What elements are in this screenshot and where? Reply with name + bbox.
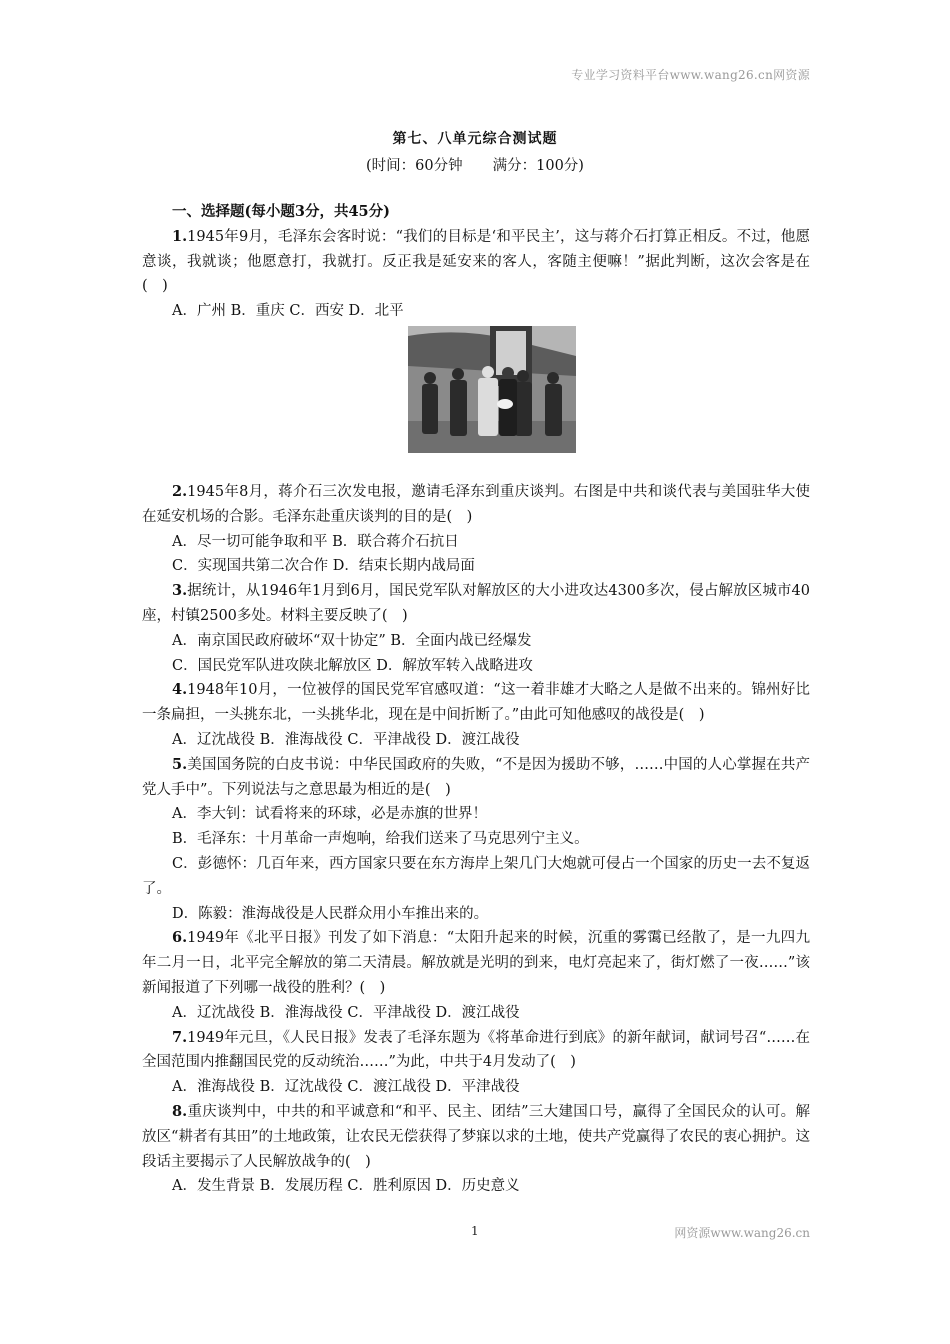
footer-watermark: 网资源www.wang26.cn [674, 1226, 810, 1240]
question-text: 1949年《北平日报》刊发了如下消息：“太阳升起来的时候，沉重的雾霭已经散了，是一九四九年二月一日，北平完全解放的第二天清晨。解放就是光明的到来，电灯亮起来了，街灯燃了一夜……”该新闻报道了下列哪一战役的胜利？( ) [142, 930, 810, 996]
header-watermark: 专业学习资料平台www.wang26.cn网资源 [571, 68, 810, 82]
question-8 [142, 1100, 810, 1174]
question-1 [142, 225, 810, 299]
question-number: 6. [172, 929, 188, 947]
option-line: A．南京国民政府破坏“双十协定” B．全面内战已经爆发 [172, 632, 532, 649]
question-number: 8. [172, 1102, 188, 1120]
question-7 [142, 1026, 810, 1076]
question-2 [142, 480, 810, 530]
question-text: 1948年10月，一位被俘的国民党军官感叹道：“这一着非雄才大略之人是做不出来的。锦州好比一条扁担，一头挑东北，一头挑华北，现在是中间折断了。”由此可知他感叹的战役是( ) [142, 682, 810, 724]
page-number: 1 [471, 1224, 479, 1238]
question-list [142, 200, 810, 1199]
question-text: 1945年8月，蒋介石三次发电报，邀请毛泽东到重庆谈判。右图是中共和谈代表与美国驻华大使在延安机场的合影。毛泽东赴重庆谈判的目的是( ) [142, 483, 810, 525]
option-line: A．淮海战役 B．辽沈战役 C．渡江战役 D．平津战役 [172, 1079, 520, 1096]
option-line: A．尽一切可能争取和平 B．联合蒋介石抗日 [172, 533, 459, 550]
option-line: A．辽沈战役 B．淮海战役 C．平津战役 D．渡江战役 [172, 731, 520, 748]
option-line: B．毛泽东：十月革命一声炮响，给我们送来了马克思列宁主义。 [172, 831, 589, 848]
question-6 [142, 926, 810, 1000]
option-line: C．实现国共第二次合作 D．结束长期内战局面 [172, 558, 475, 575]
question-text: 1949年元旦，《人民日报》发表了毛泽东题为《将革命进行到底》的新年献词，献词号召“……在全国范围内推翻国民党的反动统治……”为此，中共于4月发动了( ) [142, 1029, 810, 1071]
question-4 [142, 678, 810, 728]
question-3 [142, 579, 810, 629]
question-number: 5. [172, 755, 188, 773]
historical-photo [408, 326, 576, 453]
option-line: A．辽沈战役 B．淮海战役 C．平津战役 D．渡江战役 [172, 1004, 520, 1021]
question-5 [142, 753, 810, 803]
question-text: 据统计，从1946年1月到6月，国民党军队对解放区的大小进攻达4300多次，侵占解放区城市40座，村镇2500多处。材料主要反映了( ) [142, 583, 810, 624]
option-line: C．彭德怀：几百年来，西方国家只要在东方海岸上架几门大炮就可侵占一个国家的历史一去不复返了。 [142, 855, 810, 897]
option-line: A．广州 B．重庆 C．西安 D．北平 [172, 303, 404, 320]
question-text: 美国国务院的白皮书说：中华民国政府的失败，“不是因为援助不够，……中国的人心掌握在共产党人手中”。下列说法与之意思最为相近的是( ) [142, 756, 810, 798]
section-heading: 一、选择题(每小题3分，共45分) [172, 203, 390, 220]
doc-title: 第七、八单元综合测试题 [392, 131, 558, 147]
question-number: 4. [172, 681, 188, 699]
option-line: D．陈毅：淮海战役是人民群众用小车推出来的。 [172, 905, 489, 922]
question-text: 1945年9月，毛泽东会客时说：“我们的目标是‘和平民主’，这与蒋介石打算正相反。不过，他愿意谈，我就谈；他愿意打，我就打。反正我是延安来的客人，客随主便嘛！”据此判断，这次会客是在( ) [142, 228, 810, 295]
doc-subtitle [0, 154, 950, 175]
option-line: C．国民党军队进攻陕北解放区 D．解放军转入战略进攻 [172, 657, 533, 674]
option-line: A．李大钊：试看将来的环球，必是赤旗的世界！ [172, 806, 487, 823]
subtitle-time: (时间：60分钟 [366, 158, 463, 174]
question-text: 重庆谈判中，中共的和平诚意和“和平、民主、团结”三大建国口号，赢得了全国民众的认可。解放区“耕者有其田”的土地政策，让农民无偿获得了梦寐以求的土地，使共产党赢得了农民的衷心拥护。这段话主要揭示了人民解放战争的( ) [142, 1103, 810, 1170]
question-number: 2. [172, 482, 188, 500]
option-line: A．发生背景 B．发展历程 C．胜利原因 D．历史意义 [172, 1178, 520, 1195]
question-number: 7. [172, 1028, 188, 1046]
photo-container [142, 326, 810, 456]
question-number: 1. [172, 227, 188, 245]
subtitle-score: 满分：100分) [492, 158, 584, 174]
question-number: 3. [172, 582, 188, 600]
